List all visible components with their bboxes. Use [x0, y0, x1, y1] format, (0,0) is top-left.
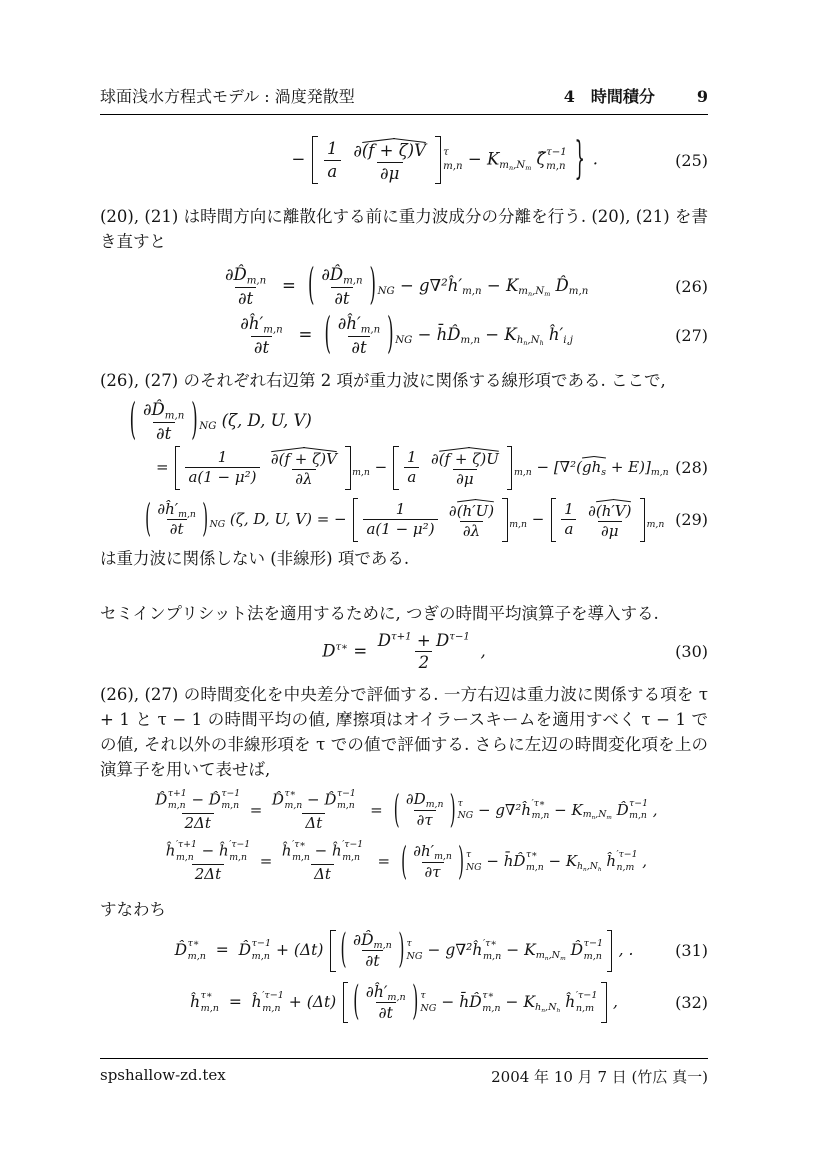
math-expression-b: ĥ ′τ+1 m,n − ĥ ′τ−1 m,n 2Δt = ĥ ′τ∗ m,n − ĥ ′τ−1 m,n Δt = ( $\frac{\partial h'm,n}{\partial\tau}$ ) τ NG − h̄D̂ τ∗ m,n − Khn,Nh ĥ ′τ−1 n,m , — [165, 837, 648, 884]
paragraph-intro: (20), (21) は時間方向に離散化する前に重力波成分の分離を行う. (20), (21) を書き直すと — [100, 207, 708, 252]
math-expression-31: D̂ τ∗ m,n = D̂ τ−1 m,n + (Δt) ( $\frac{\partial D̂m,n}{\partial t}$ ) τ NG − g∇²ĥ ′τ∗ m,n − Kmn,Nm D̂ τ−1 m,n , . — [174, 925, 634, 973]
paragraph-nonlinear-note: は重力波に関係しない (非線形) 項である. — [100, 548, 410, 568]
running-head-title: 球面浅水方程式モデル : 渦度発散型 — [100, 87, 355, 106]
math-expression-27: $\frac{\partial ĥ'm,n}{\partial t}$ = ( $\frac{\partial ĥ'm,n}{\partial t}$ ) NG − h̄D̂m,n − Khn,Nh ĥ′i,j — [240, 308, 573, 359]
equation-number-32: (32) — [675, 993, 708, 1013]
section-title: 時間積分 — [590, 87, 655, 106]
equation-32 — [100, 977, 708, 1024]
equation-unnumbered-height — [100, 839, 708, 885]
footer-date-author: 2004 年 10 月 7 日 (竹広 真一) — [491, 1068, 708, 1086]
math-expression-a: D̂ τ+1 m,n − D̂ τ−1 m,n 2Δt = D̂ τ∗ m,n − D̂ τ−1 m,n Δt = ( $\frac{\partial Dm,n}{\partial\tau}$ ) τ NG − g∇²ĥ ′τ∗ m,n − Kmn,Nm D̂ τ−1 m,n , — [155, 786, 658, 833]
paragraph-linear-terms: (26), (27) のそれぞれ右辺第 2 項が重力波に関係する線形項である. ここで, — [100, 371, 666, 391]
math-expression-32: ĥ τ∗ m,n = ĥ ′τ−1 m,n + (Δt) ( $\frac{\partial ĥ'm,n}{\partial t}$ ) τ NG − h̄D̂ τ∗ m,n − Khn,Nh ĥ ′τ−1 n,m , — [190, 977, 618, 1024]
math-expression-28b: = $\frac{1}{\text{a(1 − μ²)}}$ $\frac{\partial(f + \zeta)V}{\partial\lambda}$ m,n − $\frac{1}{a}$ $\frac{\partial(f + \zeta)U}{\partial\mu}$ m,n − [∇²(ghs + E)]m,n — [156, 447, 669, 489]
equation-25 — [100, 132, 708, 184]
equation-27 — [100, 308, 708, 359]
equation-unnumbered-divergence — [100, 788, 708, 834]
equation-29 — [100, 495, 708, 542]
page-number: 9 — [696, 87, 708, 106]
running-head-section — [564, 84, 708, 107]
math-expression-29: ( $\frac{\partial ĥ'm,n}{\partial t}$ ) NG (ζ, D, U, V) = − $\frac{1}{\text{a(1 − μ²)}}$ $\frac{\partial(h'U)}{\partial\lambda}$ m,n − $\frac{1}{a}$ $\frac{\partial(h'V)}{\partial\mu}$ m,n — [145, 495, 665, 542]
equation-30 — [100, 630, 708, 674]
equation-number-26: (26) — [675, 277, 708, 297]
footer-filename: spshallow-zd.tex — [100, 1066, 226, 1084]
paragraph-central-difference: (26), (27) の時間変化を中央差分で評価する. 一方右辺は重力波に関係する項を τ + 1 と τ − 1 の時間平均の値, 摩擦項はオイラースキームを適用すべく τ − 1 での値, それ以外の非線形項を τ での値で評価する. さらに左辺の時間変化項を上の演算子を用いて表せば, — [100, 684, 708, 779]
equation-28-line1 — [100, 394, 708, 445]
equation-number-30: (30) — [675, 642, 708, 662]
page-footer — [100, 1058, 708, 1087]
equation-number-29: (29) — [675, 510, 708, 530]
paragraph-sunawachi: すなわち — [100, 899, 166, 919]
equation-26 — [100, 259, 708, 310]
section-number: 4 — [563, 87, 575, 106]
equation-28-line2 — [100, 446, 708, 490]
page-content — [100, 124, 708, 1023]
equation-number-31: (31) — [675, 941, 708, 961]
math-expression-25: − $\frac{1}{a}$ $\frac{\partial(f + \zeta)V}{\partial\mu}$ τ m,n − Kmn,Nm ζ̂ τ−1 m,n } . — [291, 132, 598, 184]
math-expression-30: $D^{\tau∗}$ = $\frac{D^{\tau+1} + D^{\tau-1}}{2}$ , — [322, 630, 486, 673]
equation-number-28: (28) — [675, 458, 708, 478]
paragraph-semi-implicit: セミインプリシット法を適用するために, つぎの時間平均演算子を導入する. — [100, 603, 659, 623]
running-head — [100, 84, 708, 115]
equation-31 — [100, 925, 708, 973]
math-expression-28a: ( $\frac{\partial D̂m,n}{\partial t}$ ) NG (ζ, D, U, V) — [129, 394, 312, 445]
equation-number-25: (25) — [675, 150, 708, 170]
equation-number-27: (27) — [675, 326, 708, 346]
math-expression-26: $\frac{\partial D̂m,n}{\partial t}$ = ( $\frac{\partial D̂m,n}{\partial t}$ ) NG − g∇²ĥ′m,n − Kmn,Nm D̂m,n — [224, 259, 589, 310]
